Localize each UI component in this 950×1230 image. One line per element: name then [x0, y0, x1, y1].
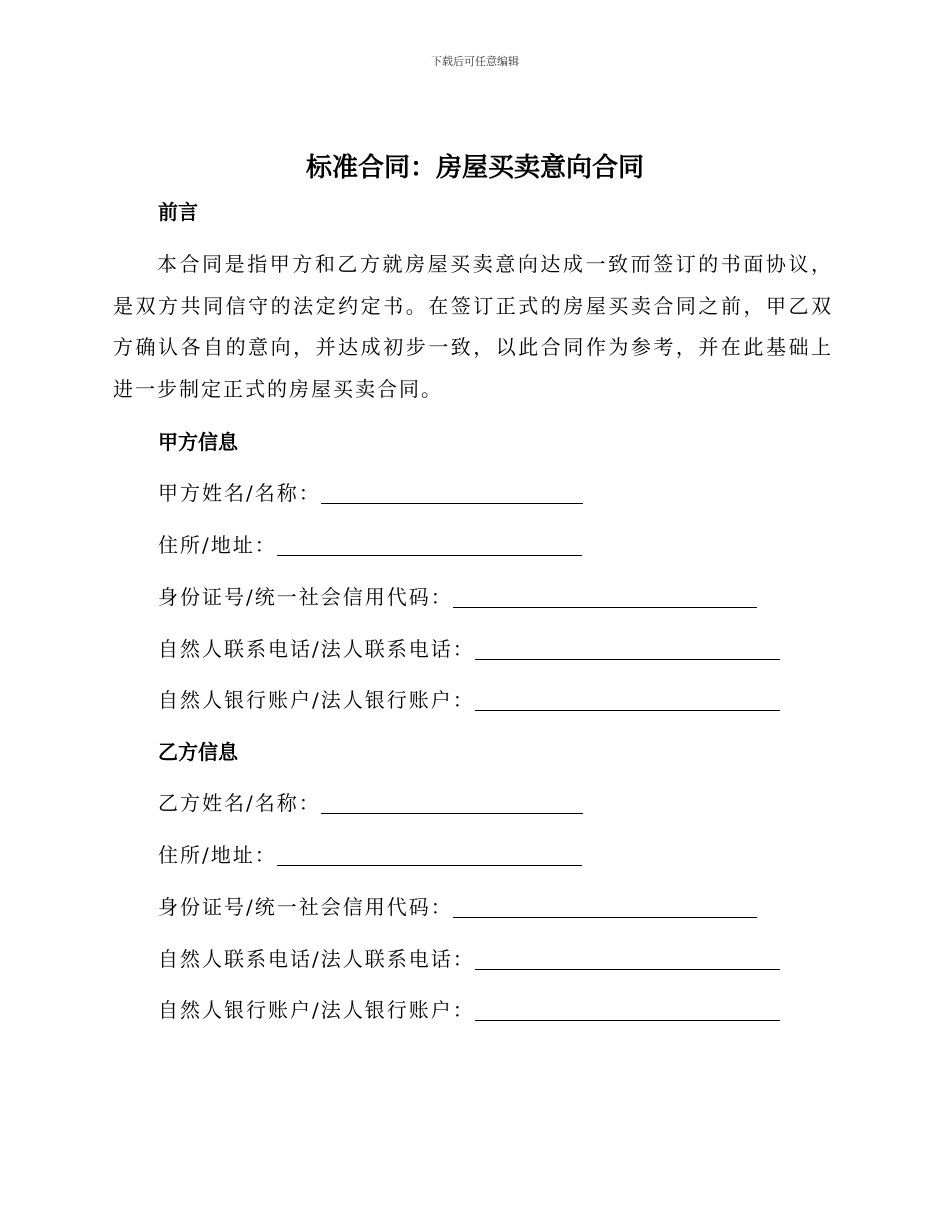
field-label: 自然人银行账户/法人银行账户：	[158, 688, 475, 712]
document-title: 标准合同：房屋买卖意向合同	[305, 153, 644, 183]
field-label: 身份证号/统一社会信用代码：	[158, 895, 453, 919]
field-label: 自然人联系电话/法人联系电话：	[158, 947, 475, 971]
field-label: 乙方姓名/名称：	[158, 791, 321, 815]
party-a-id-blank[interactable]	[453, 585, 757, 608]
preface-paragraph: 本合同是指甲方和乙方就房屋买卖意向达成一致而签订的书面协议，是双方共同信守的法定约定书。在签订正式的房屋买卖合同之前，甲乙双方确认各自的意向，并达成初步一致，以此合同作为参考，并在此基础上进一步制定正式的房屋买卖合同。	[113, 252, 833, 401]
party-a-phone-blank[interactable]	[475, 637, 780, 660]
field-label: 住所/地址：	[158, 843, 277, 867]
field-label: 住所/地址：	[158, 533, 277, 557]
party-a-address-blank[interactable]	[277, 533, 582, 556]
party-a-address-field	[158, 530, 582, 560]
party-b-bank-blank[interactable]	[475, 998, 780, 1021]
party-a-heading: 甲方信息	[158, 430, 238, 454]
party-b-heading: 乙方信息	[158, 740, 238, 764]
field-label: 甲方姓名/名称：	[158, 481, 321, 505]
party-a-id-field	[158, 582, 757, 612]
party-b-id-field	[158, 892, 757, 922]
party-b-address-blank[interactable]	[277, 843, 582, 866]
party-b-phone-blank[interactable]	[475, 947, 780, 970]
party-b-bank-field	[158, 995, 780, 1025]
field-label: 自然人银行账户/法人银行账户：	[158, 998, 475, 1022]
party-b-phone-field	[158, 944, 780, 974]
party-a-bank-blank[interactable]	[475, 688, 780, 711]
header-note: 下载后可任意编辑	[431, 55, 519, 68]
party-b-name-field	[158, 788, 583, 818]
field-label: 自然人联系电话/法人联系电话：	[158, 637, 475, 661]
party-a-bank-field	[158, 685, 780, 715]
party-a-name-blank[interactable]	[321, 481, 583, 504]
field-label: 身份证号/统一社会信用代码：	[158, 585, 453, 609]
party-a-name-field	[158, 478, 583, 508]
preface-heading: 前言	[158, 200, 198, 224]
party-b-id-blank[interactable]	[453, 895, 757, 918]
party-b-address-field	[158, 840, 582, 870]
party-a-phone-field	[158, 634, 780, 664]
party-b-name-blank[interactable]	[321, 791, 583, 814]
